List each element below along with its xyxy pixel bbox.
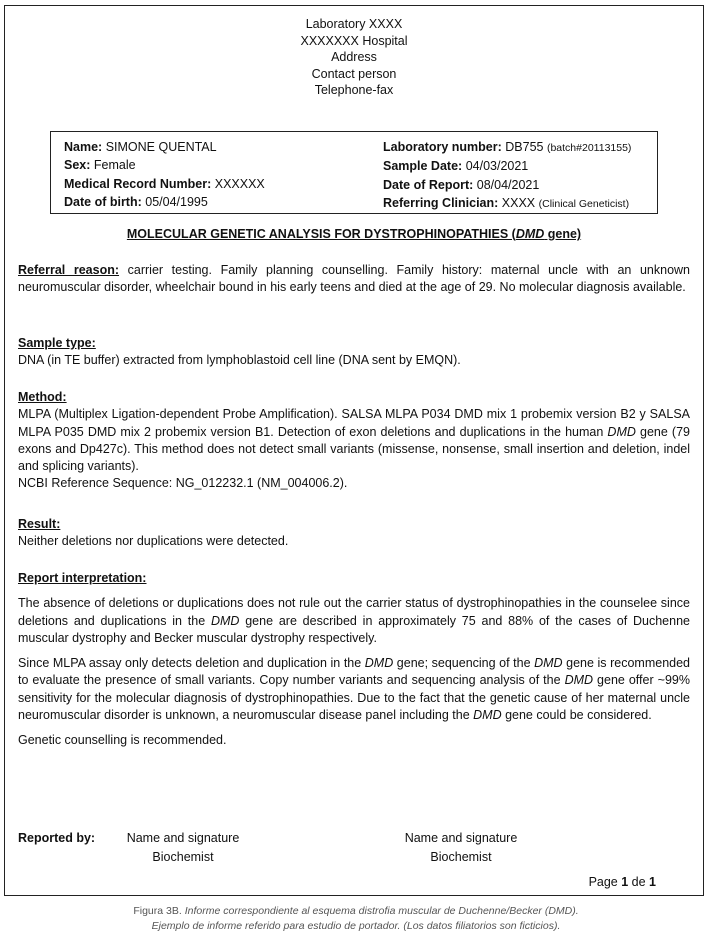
- p2-gene-2: DMD: [534, 656, 563, 671]
- signature-1-role: Biochemist: [152, 850, 214, 864]
- interpretation-paragraph-3: Genetic counselling is recommended.: [18, 733, 227, 748]
- caption-text-1: Informe correspondiente al esquema distrofia muscular de Duchenne/Becker (DMD).: [181, 905, 579, 917]
- patient-info-left: [64, 138, 265, 212]
- lab-name: Laboratory XXXX: [305, 17, 403, 31]
- signature-block-2: [391, 829, 531, 867]
- sample-date-label: Sample Date:: [383, 159, 463, 174]
- title-prefix: MOLECULAR GENETIC ANALYSIS FOR DYSTROPHINOPATHIES (: [126, 227, 516, 241]
- title-suffix: gene): [544, 227, 582, 241]
- p2-text-c: gene is recommended to evaluate the presence of small variants. Copy number variants and sequencing analysis of the: [18, 656, 690, 688]
- sample-heading: Sample type:: [18, 336, 96, 350]
- signature-1-name: Name and signature: [126, 831, 240, 845]
- reported-by-label: Reported by:: [18, 831, 96, 845]
- clinician-label: Referring Clinician:: [383, 196, 499, 211]
- method-section: [18, 389, 690, 493]
- method-heading: Method:: [18, 390, 67, 404]
- lab-number: DB755: [505, 140, 544, 154]
- interpretation-section: [18, 570, 690, 750]
- lab-address: Address: [331, 50, 377, 65]
- p2-gene-1: DMD: [364, 656, 394, 671]
- report-date-row: [383, 176, 631, 194]
- report-date: 08/04/2021: [476, 177, 540, 192]
- p2-gene-4: DMD: [473, 708, 502, 723]
- patient-sex: Female: [93, 158, 136, 173]
- title-gene: DMD: [515, 227, 545, 241]
- sex-label: Sex:: [64, 158, 91, 173]
- referral-heading: Referral reason:: [18, 263, 120, 277]
- sample-text: DNA (in TE buffer) extracted from lymphoblastoid cell line (DNA sent by EMQN).: [18, 353, 461, 368]
- page-current: 1: [621, 875, 629, 889]
- method-gene: DMD: [607, 424, 636, 439]
- batch-number: (batch#20113155): [546, 142, 632, 154]
- method-text: [18, 406, 690, 475]
- patient-name: SIMONE QUENTAL: [105, 140, 217, 154]
- method-text-part2: gene (79 exons and Dp427c). This method does not detect small variants (missense, nonsense, small insertion and deletion, indel and splicing variants).: [18, 424, 690, 474]
- figure-caption: [0, 904, 712, 934]
- lab-number-row: [383, 138, 631, 157]
- dob-label: Date of birth:: [64, 195, 142, 210]
- name-label: Name:: [64, 140, 103, 154]
- p2-gene-3: DMD: [564, 673, 594, 688]
- lab-header: [5, 16, 703, 99]
- p1-text-a: The absence of deletions or duplications does not rule out the carrier status of dystrophinopathies in the counselee since deletions and duplications in the: [18, 596, 690, 628]
- page-number: [589, 875, 656, 889]
- patient-dob-row: [64, 193, 265, 211]
- page-prefix: Page: [588, 875, 622, 889]
- method-text-part1: MLPA (Multiplex Ligation-dependent Probe Amplification). SALSA MLPA P034 DMD mix 1 probemix version B2 y SALSA MLPA P035 DMD mix 2 probemix version B1. Detection of exon deletions and duplications in the human: [18, 407, 690, 439]
- result-section: [18, 516, 690, 551]
- result-text: Neither deletions nor duplications were detected.: [18, 534, 289, 549]
- ncbi-reference: NCBI Reference Sequence: NG_012232.1 (NM_004006.2).: [18, 476, 348, 491]
- patient-mrn-row: [64, 175, 265, 193]
- clinician-name: XXXX: [501, 196, 536, 211]
- patient-sex-row: [64, 156, 265, 174]
- p2-text-e: gene could be considered.: [501, 708, 652, 723]
- patient-info-right: [383, 138, 631, 214]
- report-date-label: Date of Report:: [383, 177, 474, 192]
- hospital-name: XXXXXXX Hospital: [300, 33, 408, 48]
- sample-date: 04/03/2021: [465, 159, 529, 174]
- figure-label: Figura 3B.: [133, 905, 182, 917]
- p1-gene: DMD: [210, 613, 240, 628]
- referral-text: carrier testing. Family planning counselling. Family history: maternal uncle with an unknown neuromuscular disorder, wheelchair bound in his early teens and died at the age of 29. No molecular diagnosis available.: [18, 263, 691, 295]
- lab-number-label: Laboratory number:: [383, 140, 502, 154]
- signature-block-1: [113, 829, 253, 867]
- p1-text-b: gene are described in approximately 75 and 88% of the cases of Duchenne muscular dystrophy and Becker muscular dystrophy respectively.: [18, 613, 690, 645]
- p2-text-b: gene; sequencing of the: [393, 656, 535, 671]
- clinician-row: [383, 194, 631, 213]
- interpretation-heading: Report interpretation:: [18, 571, 147, 585]
- signature-2-role: Biochemist: [430, 850, 492, 864]
- patient-info-box: [50, 131, 658, 214]
- interpretation-paragraph-1: [18, 595, 690, 647]
- report-page: [4, 5, 704, 896]
- lab-phone: Telephone-fax: [314, 83, 394, 98]
- sample-date-row: [383, 157, 631, 175]
- report-title: [5, 227, 703, 241]
- mrn-label: Medical Record Number:: [64, 176, 212, 191]
- caption-line-1: [0, 904, 712, 919]
- clinician-role: (Clinical Geneticist): [538, 198, 630, 211]
- referral-section: [18, 262, 690, 297]
- patient-dob: 05/04/1995: [145, 195, 208, 210]
- page-middle: de: [628, 875, 650, 889]
- sample-section: [18, 335, 690, 370]
- caption-text-2: Ejemplo de informe referido para estudio de portador. (Los datos filiatorios son ficticios).: [151, 920, 561, 932]
- p2-text-a: Since MLPA assay only detects deletion and duplication in the: [18, 656, 365, 671]
- p2-text-d: gene offer ~99% sensitivity for the molecular diagnosis of dystrophinopathies. Due to the fact that the genetic cause of her maternal uncle neuromuscular disorder is unknown, a neuromuscular disease panel including the: [18, 673, 690, 723]
- patient-mrn: XXXXXX: [214, 176, 265, 191]
- caption-line-2: [0, 919, 712, 934]
- patient-name-row: [64, 138, 265, 156]
- interpretation-paragraph-2: [18, 655, 690, 724]
- signature-2-name: Name and signature: [404, 831, 518, 845]
- page-total: 1: [649, 875, 656, 889]
- lab-contact: Contact person: [311, 66, 397, 81]
- result-heading: Result:: [18, 517, 61, 531]
